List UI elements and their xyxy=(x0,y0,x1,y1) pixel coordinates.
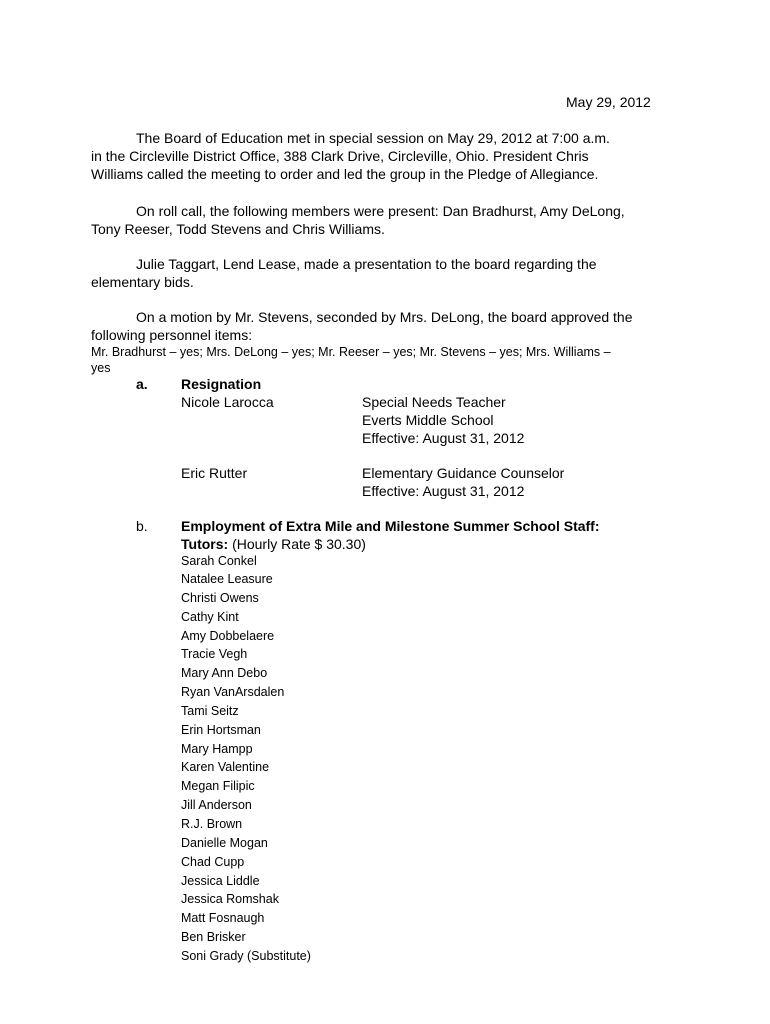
tutor-name: Jill Anderson xyxy=(181,798,252,813)
para4-line2: following personnel items: xyxy=(91,327,253,343)
resignation-school-1: Everts Middle School xyxy=(362,412,494,428)
item-b-marker: b. xyxy=(136,518,148,534)
tutors-rate: (Hourly Rate $ 30.30) xyxy=(228,536,366,552)
vote-line1: Mr. Bradhurst – yes; Mrs. DeLong – yes; Mr. Reeser – yes; Mr. Stevens – yes; Mrs. Williams – xyxy=(91,345,611,359)
tutor-name: Ben Brisker xyxy=(181,930,246,945)
tutors-line xyxy=(181,536,366,553)
tutor-name: Christi Owens xyxy=(181,590,259,605)
resignation-effective-2: Effective: August 31, 2012 xyxy=(362,483,525,499)
tutor-name: Soni Grady (Substitute) xyxy=(181,948,311,963)
tutor-name: Erin Hortsman xyxy=(181,722,261,737)
item-a-heading: Resignation xyxy=(181,376,262,392)
tutor-list xyxy=(181,570,481,966)
vote-line2: yes xyxy=(91,361,111,375)
para3-line2: elementary bids. xyxy=(91,274,194,290)
para1-line1: The Board of Education met in special session on May 29, 2012 at 7:00 a.m. xyxy=(136,130,610,146)
tutor-name: Matt Fosnaugh xyxy=(181,911,265,926)
para4-line1: On a motion by Mr. Stevens, seconded by Mrs. DeLong, the board approved the xyxy=(136,309,633,325)
resignation-position-2: Elementary Guidance Counselor xyxy=(362,465,565,481)
tutor-name: Tami Seitz xyxy=(181,703,239,718)
tutor-name: Karen Valentine xyxy=(181,760,270,775)
tutor-name: Tracie Vegh xyxy=(181,647,248,662)
tutors-label: Tutors: xyxy=(181,536,229,552)
tutor-name: Ryan VanArsdalen xyxy=(181,685,285,700)
tutor-name: Cathy Kint xyxy=(181,609,239,624)
tutor-name: Mary Hampp xyxy=(181,741,253,756)
para1-line2: in the Circleville District Office, 388 Clark Drive, Circleville, Ohio. President Chris xyxy=(91,148,589,164)
resignation-position-1: Special Needs Teacher xyxy=(362,394,506,410)
tutor-name: Jessica Liddle xyxy=(181,873,260,888)
para2-line2: Tony Reeser, Todd Stevens and Chris Williams. xyxy=(91,221,385,237)
tutor-name: R.J. Brown xyxy=(181,816,243,831)
tutor-name-first: Sarah Conkel xyxy=(181,554,257,568)
para2-line1: On roll call, the following members were present: Dan Bradhurst, Amy DeLong, xyxy=(136,203,625,219)
tutor-name: Natalee Leasure xyxy=(181,572,273,586)
item-a-marker: a. xyxy=(136,376,148,392)
resignation-name-1: Nicole Larocca xyxy=(181,394,274,410)
meeting-date: May 29, 2012 xyxy=(566,94,651,110)
tutor-name: Danielle Mogan xyxy=(181,835,268,850)
tutor-name: Chad Cupp xyxy=(181,854,245,869)
para1-line3: Williams called the meeting to order and led the group in the Pledge of Allegiance. xyxy=(91,166,599,182)
resignation-name-2: Eric Rutter xyxy=(181,465,248,481)
item-b-heading: Employment of Extra Mile and Milestone Summer School Staff: xyxy=(181,518,600,534)
para3-line1: Julie Taggart, Lend Lease, made a presentation to the board regarding the xyxy=(136,256,597,272)
tutor-name: Amy Dobbelaere xyxy=(181,628,275,643)
tutor-name: Megan Filipic xyxy=(181,779,255,794)
tutor-name: Jessica Romshak xyxy=(181,892,279,907)
resignation-effective-1: Effective: August 31, 2012 xyxy=(362,430,525,446)
tutor-name: Mary Ann Debo xyxy=(181,666,268,681)
